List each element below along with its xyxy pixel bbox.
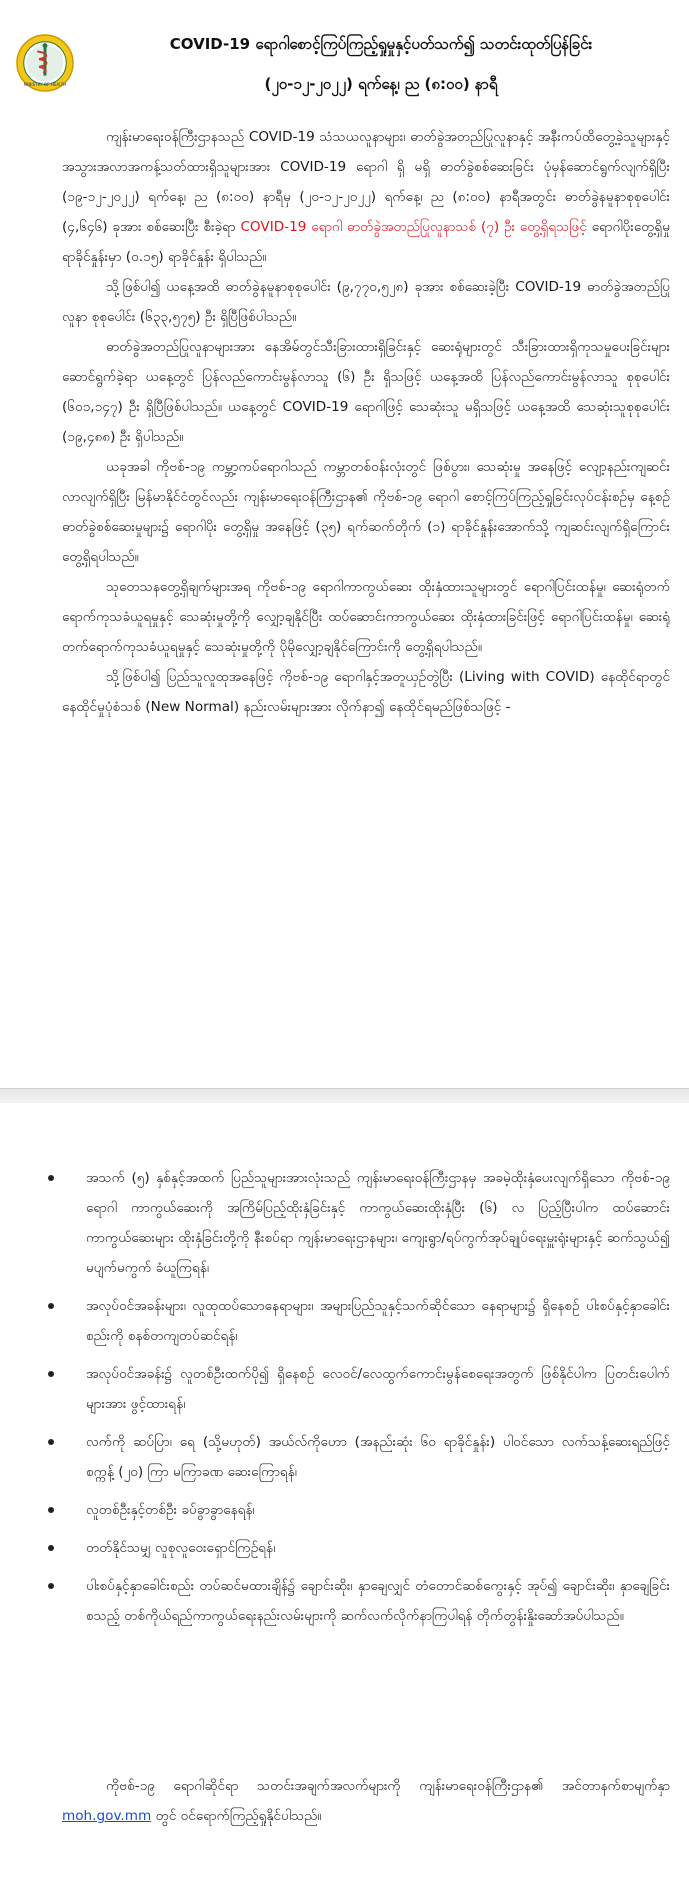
guideline-list xyxy=(40,1163,670,1639)
paragraph-3: ဓာတ်ခွဲအတည်ပြုလူနာများအား နေအိမ်တွင်သီးခြားထားရှိခြင်းနှင့် ဆေးရုံများတွင် သီးခြားထားရှိကုသမှုပေးခြင်းများ ဆောင်ရွက်ခဲ့ရာ ယနေ့တွင် ပြန်လည်ကောင်းမွန်လာသူ (၆) ဦး ရှိသဖြင့် ယနေ့အထိ ပြန်လည်ကောင်းမွန်လာသူ စုစုပေါင်း (၆၀၁,၁၄၇) ဦး ရှိပြီဖြစ်ပါသည်။ ယနေ့တွင် COVID-19 ရောဂါဖြင့် သေဆုံးသူ မရှိသဖြင့် ယနေ့အထိ သေဆုံးသူစုစုပေါင်း (၁၉,၄၈၈) ဦး ရှိပါသည်။ xyxy=(62,339,670,445)
page-separator xyxy=(0,1088,689,1104)
page-title xyxy=(96,24,666,104)
title-line-1: COVID-19 ရောဂါစောင့်ကြပ်ကြည့်ရှုမှုနှင့်ပတ်သက်၍ သတင်းထုတ်ပြန်ခြင်း xyxy=(169,35,593,53)
paragraph-1: ကျန်းမာရေးဝန်ကြီးဌာနသည် COVID-19 သံသယလူနာများ၊ ဓာတ်ခွဲအတည်ပြုလူနာနှင့် အနီးကပ်ထိတွေ့ခဲ့သူများနှင့် အသွားအလာအကန့်သတ်ထားရှိသူများအား COVID-19 ရောဂါ ရှိ မရှိ ဓာတ်ခွဲစစ်ဆေးခြင်း ပုံမှန်ဆောင်ရွက်လျက်ရှိပြီး (၁၉-၁၂-၂၀၂၂) ရက်နေ့၊ ည (၈:၀၀) နာရီမှ (၂၀-၁၂-၂၀၂၂) ရက်နေ့၊ ည (၈:၀၀) နာရီအတွင်း ဓာတ်ခွဲနမူနာစုစုပေါင်း (၄,၆၄၆) ခုအား စစ်ဆေးပြီး စီးခဲ့ရာ COVID-19 ရောဂါ ဓာတ်ခွဲအတည်ပြုလူနာသစ် (၇) ဦး တွေ့ရှိရသဖြင့် ရောဂါပိုးတွေ့ရှိမှု ရာခိုင်နှုန်းမှာ (၀.၁၅) ရာခိုင်နှုန်း ရှိပါသည်။ xyxy=(62,129,671,265)
list-item: အသက် (၅) နှစ်နှင့်အထက် ပြည်သူများအားလုံးသည် ကျန်းမာရေးဝန်ကြီးဌာနမှ အခမဲ့ထိုးနှံပေးလျက်ရှိသော ကိုဗစ်-၁၉ ရောဂါ ကာကွယ်ဆေးကို အကြိမ်ပြည့်ထိုးနှံခြင်းနှင့် ကာကွယ်ဆေးထိုးနှံပြီး (၆) လ ပြည့်ပြီးပါက ထပ်ဆောင်းကာကွယ်ဆေးများ ထိုးနှံခြင်းတို့ကို နီးစပ်ရာ ကျန်းမာရေးဌာနများ၊ ကျေးရွာ/ရပ်ကွက်အုပ်ချုပ်ရေးမှူးရုံးများနှင့် ဆက်သွယ်၍ မပျက်မကွက် ခံယူကြရန်၊ xyxy=(40,1163,670,1283)
paragraph-5: သုတေသနတွေ့ရှိချက်များအရ ကိုဗစ်-၁၉ ရောဂါကာကွယ်ဆေး ထိုးနှံထားသူများတွင် ရောဂါပြင်းထန်မှု၊ ဆေးရုံတက်ရောက်ကုသခံယူရမှုနှင့် သေဆုံးမှုတို့ကို လျှော့ချနိုင်ပြီး ထပ်ဆောင်းကာကွယ်ဆေး ထိုးနှံထားခြင်းဖြင့် ရောဂါပြင်းထန်မှု၊ ဆေးရုံတက်ရောက်ကုသခံယူရမှုနှင့် သေဆုံးမှုတို့ကို ပိုမိုလျှော့ချနိုင်ကြောင်းကို တွေ့ရှိရပါသည်။ xyxy=(62,579,670,655)
document-page-2 xyxy=(0,1103,689,1898)
ministry-of-health-logo xyxy=(16,34,74,92)
paragraph-2: သို့ဖြစ်ပါ၍ ယနေ့အထိ ဓာတ်ခွဲနမူနာစုစုပေါင်း (၉,၇၇၀,၅၂၈) ခုအား စစ်ဆေးခဲ့ပြီး COVID-19 ဓာတ်ခွဲအတည်ပြုလူနာ စုစုပေါင်း (၆၃၃,၅၇၅) ဦး ရှိပြီဖြစ်ပါသည်။ xyxy=(62,279,670,325)
title-line-2: (၂၀-၁၂-၂၀၂၂) ရက်နေ့၊ ည (၈:၀၀) နာရီ xyxy=(264,75,498,93)
body-paragraphs xyxy=(62,122,670,722)
logo-text: MINISTRY OF HEALTH xyxy=(23,82,67,88)
list-item: အလုပ်ဝင်အခန်းများ၊ လူထုထပ်သောနေရာများ၊ အများပြည်သူနှင့်သက်ဆိုင်သော နေရာများ၌ ရှိနေစဉ် ပါးစပ်နှင့်နှာခေါင်းစည်းကို စနစ်တကျတပ်ဆင်ရန်၊ xyxy=(40,1291,670,1351)
paragraph-4: ယခုအခါ ကိုဗစ်-၁၉ ကမ္ဘာ့ကပ်ရောဂါသည် ကမ္ဘာတစ်ဝန်းလုံးတွင် ဖြစ်ပွား၊ သေဆုံးမှု အနေဖြင့် လျော့နည်းကျဆင်းလာလျက်ရှိပြီး မြန်မာနိုင်ငံတွင်လည်း ကျန်းမာရေးဝန်ကြီးဌာန၏ ကိုဗစ်-၁၉ ရောဂါ စောင့်ကြပ်ကြည့်ရှုခြင်းလုပ်ငန်းစဉ်မှ နေ့စဉ်ဓာတ်ခွဲစစ်ဆေးမှုများ၌ ရောဂါပိုး တွေ့ရှိမှု အနေဖြင့် (၃၅) ရက်ဆက်တိုက် (၁) ရာခိုင်နှုန်းအောက်သို့ ကျဆင်းလျက်ရှိကြောင်း တွေ့ရှိရပါသည်။ xyxy=(62,459,670,565)
list-item: တတ်နိုင်သမျှ လူစုလူဝေးရှောင်ကြဉ်ရန်၊ xyxy=(40,1533,670,1563)
document-header xyxy=(14,18,674,113)
list-item: ပါးစပ်နှင့်နှာခေါင်းစည်း တပ်ဆင်မထားချိန်၌ ချောင်းဆိုး၊ နှာချေလျှင် တံတောင်ဆစ်ကွေးနှင့် အုပ်၍ ချောင်းဆိုး၊ နှာချေခြင်းစသည့် တစ်ကိုယ်ရည်ကာကွယ်ရေးနည်းလမ်းများကို ဆက်လက်လိုက်နာကြပါရန် တိုက်တွန်းနှိုးဆော်အပ်ပါသည်။ xyxy=(40,1571,670,1631)
list-item: လူတစ်ဦးနှင့်တစ်ဦး ခပ်ခွာခွာနေရန်၊ xyxy=(40,1495,670,1525)
list-item: လက်ကို ဆပ်ပြာ၊ ရေ (သို့မဟုတ်) အယ်လ်ကိုဟော (အနည်းဆုံး ၆၀ ရာခိုင်နှုန်း) ပါဝင်သော လက်သန့်ဆေးရည်ဖြင့် စက္ကန့် (၂၀) ကြာ မကြာခဏ ဆေးကြောရန်၊ xyxy=(40,1427,670,1487)
paragraph-6: သို့ဖြစ်ပါ၍ ပြည်သူလူထုအနေဖြင့် ကိုဗစ်-၁၉ ရောဂါနှင့်အတူယှဉ်တွဲပြီး (Living with COVID) နေထိုင်ရာတွင် နေထိုင်မှုပုံစံသစ် (New Normal) နည်းလမ်းများအား လိုက်နာ၍ နေထိုင်ရမည်ဖြစ်သဖြင့် - xyxy=(62,669,670,715)
closing-paragraph: ကိုဗစ်-၁၉ ရောဂါဆိုင်ရာ သတင်းအချက်အလက်များကို ကျန်းမာရေးဝန်ကြီးဌာန၏ အင်တာနက်စာမျက်နှာ moh.gov.mm တွင် ဝင်ရောက်ကြည့်ရှုနိုင်ပါသည်။ xyxy=(62,1778,670,1824)
ministry-website-link[interactable]: moh.gov.mm xyxy=(62,1808,152,1824)
new-cases-highlight: COVID-19 ရောဂါ ဓာတ်ခွဲအတည်ပြုလူနာသစ် (၇) ဦး တွေ့ရှိရသဖြင့် xyxy=(240,219,587,235)
list-item: အလုပ်ဝင်အခန်း၌ လူတစ်ဦးထက်ပို၍ ရှိနေစဉ် လေဝင်/လေထွက်ကောင်းမွန်စေရေးအတွက် ဖြစ်နိုင်ပါက ပြတင်းပေါက်များအား ဖွင့်ထားရန်၊ xyxy=(40,1359,670,1419)
